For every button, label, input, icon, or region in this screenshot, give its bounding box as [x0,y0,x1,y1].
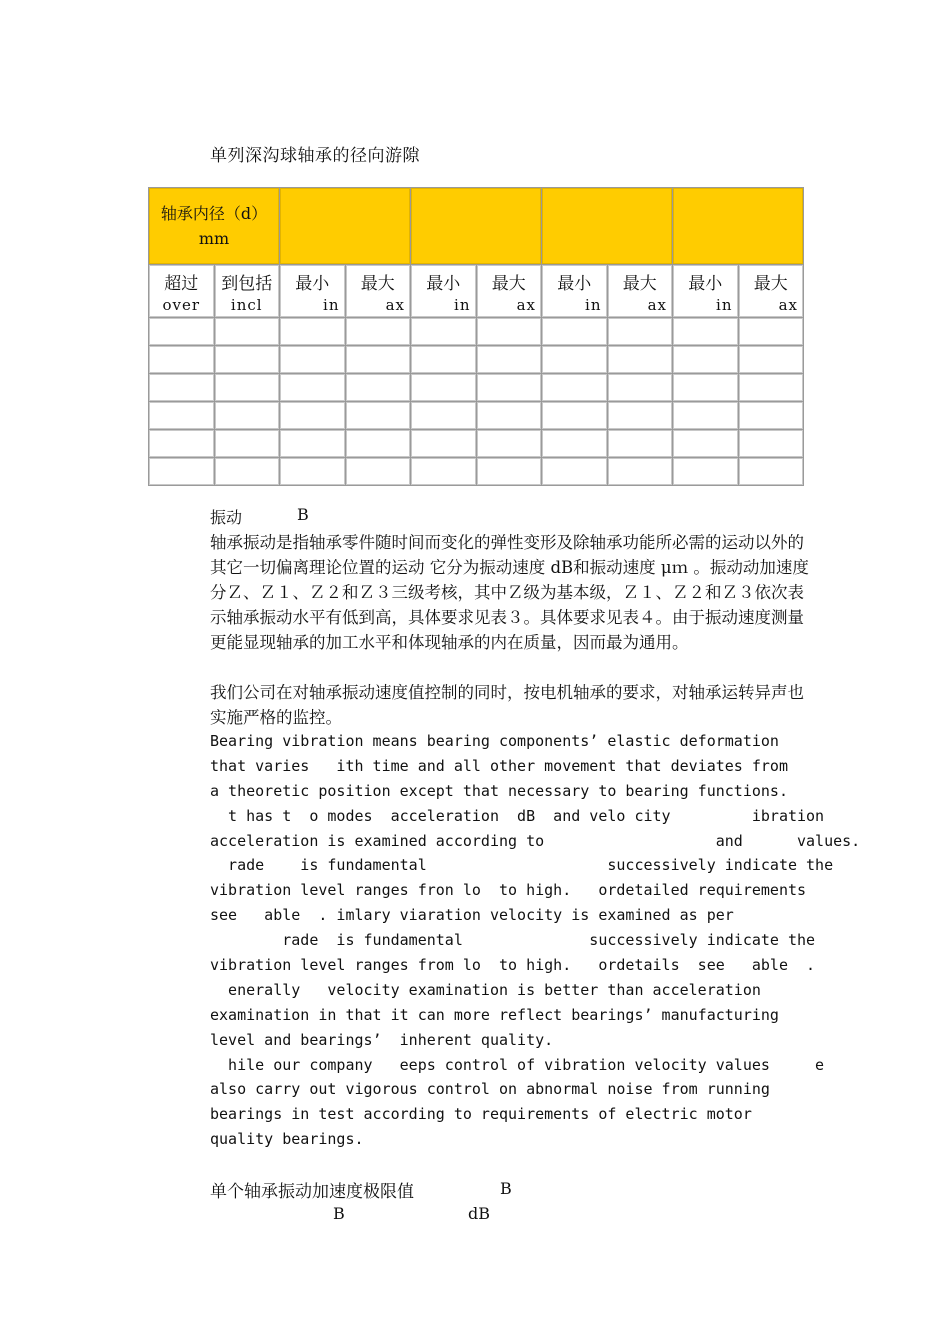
english-line: examination in that it can more reflect bearings’ manufacturing [210,1005,779,1024]
english-line: a theoretic position except that necessary to bearing functions. [210,781,788,800]
subheader-cell: 最大 ax [477,265,542,317]
clearance-group-header [673,188,803,264]
table-cell [346,402,411,429]
table-cell [477,458,542,485]
table-cell [608,458,673,485]
table-cell [608,430,673,457]
table-cell [149,318,214,345]
english-line: see able . imlary viaration velocity is examined as per [210,906,734,925]
english-line: Bearing vibration means bearing components’ elastic deformation [210,732,779,750]
table-cell [280,458,345,485]
table-cell [739,458,804,485]
table-cell [280,402,345,429]
table-cell [411,318,476,345]
table-cell [542,318,607,345]
table-cell [215,458,280,485]
table-cell [608,402,673,429]
subheader-cell: 最大 ax [608,265,673,317]
radial-clearance-table [148,187,804,486]
english-line: t has t o modes acceleration dB and velo city ibration [210,806,825,825]
bore-diameter-header [149,188,279,264]
table-cell [739,374,804,401]
english-line: hile our company eeps control of vibration velocity values e [210,1055,825,1074]
english-line: also carry out vigorous control on abnormal noise from running [210,1080,770,1099]
english-line: enerally velocity examination is better than acceleration [210,980,761,999]
table-cell [542,458,607,485]
clearance-group-header [280,188,410,264]
subheader-cell: 最小 in [411,265,476,317]
table-subheader-row [149,265,803,317]
table-cell [215,374,280,401]
english-line: that varies ith time and all other movement that deviates from [210,756,788,775]
table-cell [477,402,542,429]
english-line: vibration level ranges fron lo to high. ordetailed requirements [210,881,807,900]
table-cell [608,318,673,345]
table-cell [411,402,476,429]
table-cell [739,402,804,429]
english-line: vibration level ranges from lo to high. ordetails see able . [210,956,816,975]
subheader-cell: 最小 in [542,265,607,317]
table-cell [542,402,607,429]
table-cell [608,346,673,373]
english-line: acceleration is examined according to and values. [210,831,861,850]
table-cell [542,346,607,373]
table-cell [346,318,411,345]
table-cell [673,346,738,373]
clearance-group-header [411,188,541,264]
table-cell [280,430,345,457]
table-cell [739,346,804,373]
table-row [149,430,803,457]
footer-title-suffix: B [500,1179,512,1198]
document-title: 单列深沟球轴承的径向游隙 [210,146,420,166]
english-paragraph [210,729,910,1152]
table-cell [673,318,738,345]
table-cell [280,346,345,373]
table-cell [477,346,542,373]
table-cell [280,374,345,401]
table-cell [346,430,411,457]
table-cell [346,346,411,373]
subheader-cell: 最小 in [673,265,738,317]
table-row [149,458,803,485]
table-cell [673,374,738,401]
table-row [149,346,803,373]
table-cell [215,430,280,457]
table-cell [346,374,411,401]
bore-diameter-unit: mm [198,229,230,248]
table-cell [215,318,280,345]
english-line: bearings in test according to requirements of electric motor [210,1105,752,1124]
table-cell [411,430,476,457]
subheader-cell: 最大 ax [346,265,411,317]
table-cell [411,374,476,401]
table-cell [739,430,804,457]
zh-paragraph-1: 轴承振动是指轴承零件随时间而变化的弹性变形及除轴承功能所必需的运动以外的其它一切偏离理论位置的运动 它分为振动速度 dB和振动速度 μｍ 。振动动加速度分Ｚ、Ｚ１、Ｚ２和Ｚ３三级考核，其中Ｚ级为基本级，Ｚ１、Ｚ２和Ｚ３依次表示轴承振动水平有低到高，具体要求见表３。具体要求见表４。由于振动速度测量更能显现轴承的加工水平和体现轴承的内在质量，因而最为通用。 [210,533,809,652]
table-cell [149,374,214,401]
subheader-cell: 到包括 incl [215,265,280,317]
table-cell [477,318,542,345]
table-row [149,374,803,401]
table-cell [477,430,542,457]
footer-title-text: 单个轴承振动加速度极限值 [210,1182,414,1202]
english-line: level and bearings’ inherent quality. [210,1030,554,1049]
bore-diameter-label: 轴承内径（d） [160,204,268,223]
subheader-cell: 最大 ax [739,265,804,317]
table-cell [542,374,607,401]
table-cell [673,430,738,457]
acceleration-limit-title [210,1177,512,1202]
table-cell [149,402,214,429]
footer-label-b: B [333,1204,345,1223]
table-cell [608,374,673,401]
footer-label-db: dB [468,1204,490,1223]
table-cell [149,458,214,485]
table-header-row [149,188,803,264]
table-row [149,318,803,345]
table-cell [215,402,280,429]
clearance-group-header [542,188,672,264]
english-line: rade is fundamental successively indicate the [210,931,816,950]
table-cell [346,458,411,485]
table-cell [411,458,476,485]
table-cell [411,346,476,373]
table-row [149,402,803,429]
table-cell [739,318,804,345]
section-title-text: 振动 [210,508,243,527]
table-cell [673,402,738,429]
table-cell [215,346,280,373]
subheader-cell: 最小 in [280,265,345,317]
table-cell [280,318,345,345]
table-cell [149,430,214,457]
vibration-section-title [210,505,309,528]
table-cell [542,430,607,457]
zh-paragraph-2: 我们公司在对轴承振动速度值控制的同时，按电机轴承的要求，对轴承运转异声也实施严格的监控。 [210,683,804,727]
table-cell [477,374,542,401]
table-cell [149,346,214,373]
section-title-suffix: B [297,505,309,524]
subheader-cell: 超过 over [149,265,214,317]
english-line: rade is fundamental successively indicate the [210,856,834,875]
english-line: quality bearings. [210,1130,364,1149]
table-cell [673,458,738,485]
